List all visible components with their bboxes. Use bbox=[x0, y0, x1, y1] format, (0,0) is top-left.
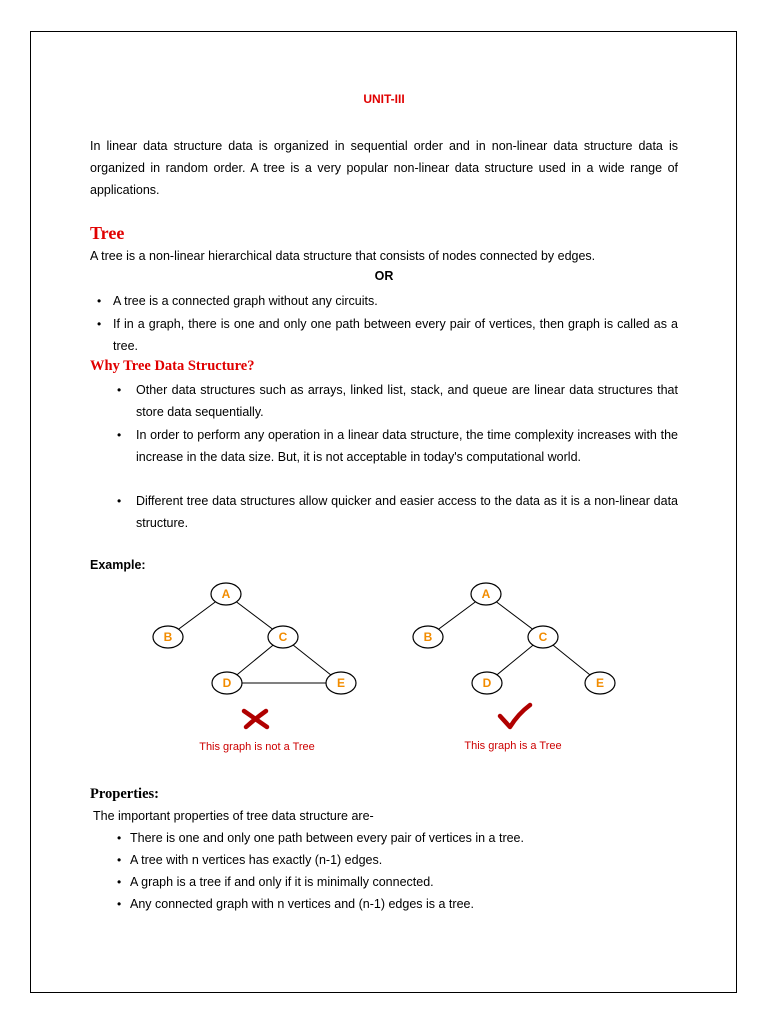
node-label: D bbox=[482, 676, 492, 690]
bullet-icon: • bbox=[97, 317, 102, 331]
why-tree-heading: Why Tree Data Structure? bbox=[90, 358, 255, 374]
list-item-text: A tree with n vertices has exactly (n-1) edges. bbox=[130, 853, 383, 867]
list-item-text: There is one and only one path between every pair of vertices in a tree. bbox=[130, 831, 524, 845]
or-label: OR bbox=[374, 269, 394, 283]
unit-title: UNIT-III bbox=[363, 92, 405, 106]
properties-heading: Properties: bbox=[90, 786, 159, 802]
bullet-icon: • bbox=[117, 494, 122, 508]
list-item-text: A tree is a connected graph without any circuits. bbox=[113, 294, 378, 308]
list-item-text: If in a graph, there is one and only one path between every pair of vertices, then graph is called as a tree. bbox=[113, 317, 678, 353]
is-tree-caption: This graph is a Tree bbox=[464, 740, 562, 752]
bullet-icon: • bbox=[117, 831, 122, 845]
list-item-text: In order to perform any operation in a linear data structure, the time complexity increases with the increase in the data size. But, it is not acceptable in today's computational world. bbox=[136, 428, 678, 464]
node-label: B bbox=[423, 630, 433, 644]
node-label: A bbox=[481, 587, 491, 601]
bullet-icon: • bbox=[117, 428, 122, 442]
list-item-text: A graph is a tree if and only if it is minimally connected. bbox=[130, 875, 434, 889]
tree-definition: A tree is a non-linear hierarchical data structure that consists of nodes connected by edges. bbox=[90, 249, 596, 263]
tree-graph bbox=[413, 583, 615, 752]
bullet-icon: • bbox=[117, 383, 122, 397]
intro-paragraph: In linear data structure data is organized in sequential order and in non-linear data structure data is organized in random order. A tree is a very popular non-linear data structure used in a wide range of applications. bbox=[90, 139, 678, 197]
list-item-text: Different tree data structures allow quicker and easier access to the data as it is a non-linear data structure. bbox=[136, 494, 678, 530]
node-label: E bbox=[595, 676, 605, 690]
tree-example-diagram bbox=[140, 575, 640, 765]
non-tree-graph bbox=[153, 583, 356, 753]
tree-heading: Tree bbox=[90, 223, 125, 243]
check-icon bbox=[500, 705, 530, 727]
properties-intro: The important properties of tree data structure are- bbox=[93, 809, 374, 823]
node-label: C bbox=[278, 630, 288, 644]
bullet-icon: • bbox=[117, 897, 122, 911]
node-label: A bbox=[221, 587, 231, 601]
node-label: C bbox=[538, 630, 548, 644]
list-item-text: Any connected graph with n vertices and (n-1) edges is a tree. bbox=[130, 897, 474, 911]
node-label: B bbox=[163, 630, 173, 644]
bullet-icon: • bbox=[97, 294, 102, 308]
example-label: Example: bbox=[90, 558, 146, 572]
not-tree-caption: This graph is not a Tree bbox=[199, 741, 315, 753]
cross-icon bbox=[244, 711, 267, 727]
node-label: E bbox=[336, 676, 346, 690]
node-label: D bbox=[222, 676, 232, 690]
list-item-text: Other data structures such as arrays, linked list, stack, and queue are linear data structures that store data sequentially. bbox=[136, 383, 678, 419]
bullet-icon: • bbox=[117, 875, 122, 889]
bullet-icon: • bbox=[117, 853, 122, 867]
